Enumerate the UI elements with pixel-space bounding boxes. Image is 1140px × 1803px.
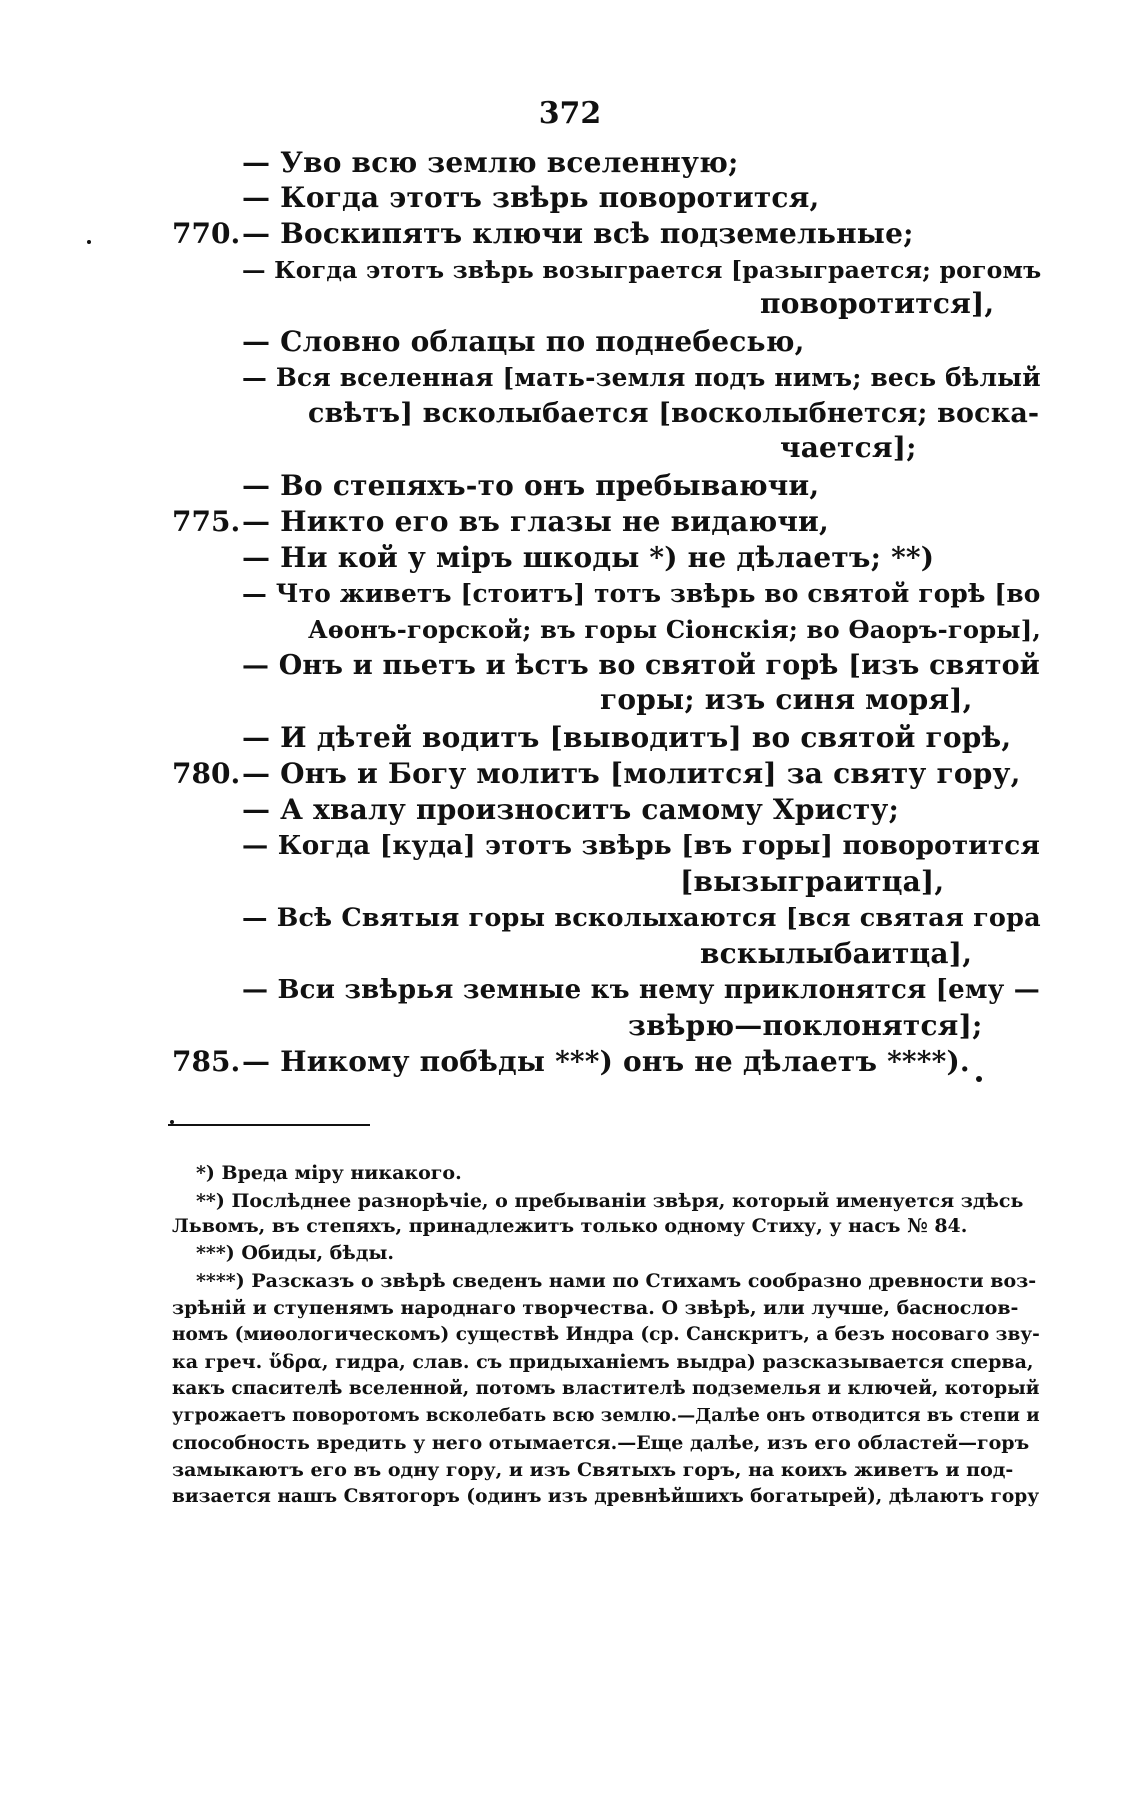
verse-line: — Уво всю землю вселенную; <box>242 146 739 179</box>
verse-line: — Во степяхъ-то онъ пребываючи, <box>242 469 820 502</box>
page-number: 372 <box>538 96 602 131</box>
footnote-line: Львомъ, въ степяхъ, принадлежитъ только одному Стиху, у насъ № 84. <box>172 1215 968 1237</box>
margin-mark <box>976 1076 982 1082</box>
margin-mark <box>170 1120 174 1124</box>
footnote-line: замыкаютъ его въ одну гору, и изъ Святыхъ горъ, на коихъ живетъ и под- <box>172 1459 1014 1481</box>
verse-line: — Что живетъ [стоитъ] тотъ звѣрь во святой горѣ [во <box>242 579 1041 608</box>
verse-line: — Вси звѣрья земные къ нему приклонятся [ему — <box>242 975 1040 1005</box>
footnote-line: *) Вреда міру никакого. <box>196 1162 462 1184</box>
verse-line: — Всѣ Святыя горы всколыхаются [вся святая гора <box>242 903 1041 933</box>
verse-line: — Ни кой у міръ шкоды *) не дѣлаетъ; **) <box>242 541 935 574</box>
verse-number: 770. <box>172 217 241 250</box>
footnote-line: визается нашъ Святогоръ (одинъ изъ древнѣйшихъ богатырей), дѣлаютъ гору <box>172 1486 1040 1507</box>
footnote-line: ***) Обиды, бѣды. <box>196 1242 395 1264</box>
footnote-line: способность вредить у него отымается.—Еще далѣе, изъ его областей—горъ <box>172 1432 1030 1454</box>
verse-line: — Когда [куда] этотъ звѣрь [въ горы] поворотится <box>242 830 1040 861</box>
footnote-line: какъ спасителѣ вселенной, потомъ властителѣ подземелья и ключей, который <box>172 1378 1040 1399</box>
margin-mark <box>87 240 91 244</box>
verse-line: горы; изъ синя моря], <box>600 683 973 716</box>
verse-number: 780. <box>172 757 241 790</box>
verse-line: Аѳонъ-горской; въ горы Сіонскія; во Ѳаоръ-горы], <box>308 615 1041 644</box>
verse-line: — Вся вселенная [мать-земля подъ нимъ; весь бѣлый <box>242 363 1041 392</box>
verse-line: чается]; <box>780 431 917 464</box>
verse-line: — Когда этотъ звѣрь поворотится, <box>242 181 820 214</box>
verse-number: 785. <box>172 1045 241 1078</box>
verse-line: [вызыграитца], <box>680 865 945 898</box>
verse-line: — Онъ и Богу молитъ [молится] за святу гору, <box>242 757 1021 790</box>
verse-line: — Никому побѣды ***) онъ не дѣлаетъ ****). <box>242 1045 970 1078</box>
verse-line: звѣрю—поклонятся]; <box>628 1009 983 1042</box>
footnote-rule <box>168 1124 370 1126</box>
verse-line: — А хвалу произноситъ самому Христу; <box>242 793 900 826</box>
footnote-line: ****) Разсказъ о звѣрѣ сведенъ нами по Стихамъ сообразно древности воз- <box>196 1270 1037 1292</box>
footnote-line: зрѣній и ступенямъ народнаго творчества. О звѣрѣ, или лучше, баснослов- <box>172 1297 1019 1319</box>
verse-line: — И дѣтей водитъ [выводитъ] во святой горѣ, <box>242 721 1012 754</box>
verse-line: — Когда этотъ звѣрь возыграется [разыграется; рогомъ <box>242 256 1042 284</box>
verse-line: вскылыбаитца], <box>700 937 973 970</box>
verse-line: — Никто его въ глазы не видаючи, <box>242 505 829 538</box>
verse-line: — Воскипятъ ключи всѣ подземельные; <box>242 217 914 250</box>
footnote-line: ка греч. ὕδρα, гидра, слав. съ придыханіемъ выдра) разсказывается сперва, <box>172 1351 1034 1373</box>
footnote-line: номъ (миѳологическомъ) существѣ Индра (ср. Санскритъ, а безъ носоваго зву- <box>172 1324 1040 1345</box>
verse-line: — Онъ и пьетъ и ѣстъ во святой горѣ [изъ святой <box>242 650 1040 681</box>
verse-line: — Словно облацы по поднебесью, <box>242 325 805 358</box>
footnote-line: угрожаетъ поворотомъ всколебать всю землю.—Далѣе онъ отводится въ степи и <box>172 1405 1040 1426</box>
verse-line: свѣтъ] всколыбается [восколыбнется; воска- <box>308 398 1040 429</box>
verse-number: 775. <box>172 505 241 538</box>
footnote-line: **) Послѣднее разнорѣчіе, о пребываніи звѣря, который именуется здѣсь <box>196 1190 1024 1212</box>
verse-line: поворотится], <box>760 287 995 320</box>
